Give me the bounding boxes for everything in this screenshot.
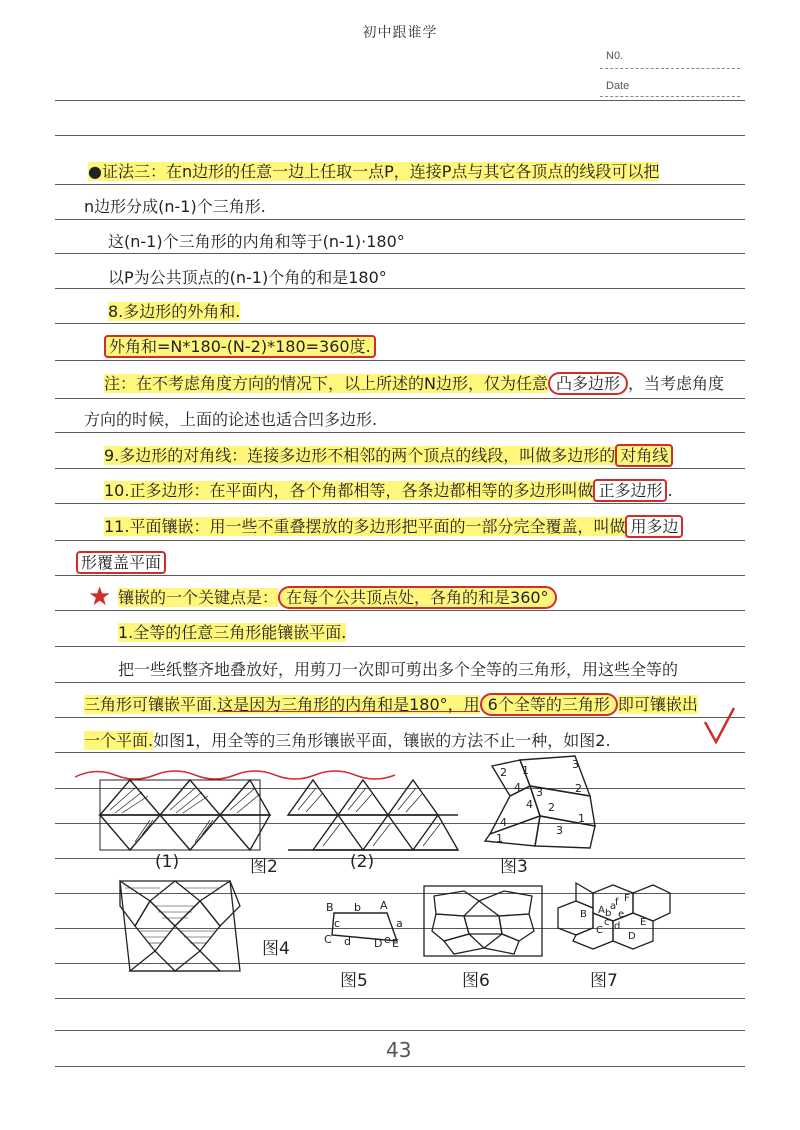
fig5-letter: A	[380, 899, 388, 912]
rule-line	[55, 100, 745, 101]
fig7-letter: b	[605, 908, 612, 919]
figure-6-pentagon-tiling	[424, 886, 544, 956]
fig3-num: 3	[556, 824, 563, 837]
text-span: 外角和=N*180-(N-2)*180=360度.	[104, 335, 376, 358]
rule-line	[55, 610, 745, 611]
rule-line	[55, 135, 745, 136]
fig7-letter: F	[624, 893, 630, 904]
rule-line	[55, 998, 745, 999]
date-dotted-line	[600, 96, 740, 97]
fig7-letter: B	[580, 909, 587, 920]
figure-2-label: 图2	[250, 857, 278, 877]
proof-method-three	[88, 162, 659, 182]
text-span: ●证法三：在n边形的任意一边上任取一点P，连接P点与其它各顶点的线段可以把	[88, 162, 660, 181]
text-span: 正多边形	[593, 479, 667, 502]
text-span: 镶嵌的一个关键点是：	[118, 588, 279, 607]
fig5-letter: D	[374, 937, 383, 950]
checkmark-icon	[700, 700, 740, 750]
figure-4-parallelogram-tiling	[120, 876, 245, 976]
fig3-num: 3	[536, 786, 543, 799]
fig3-num: 1	[522, 764, 529, 777]
rule-line	[55, 253, 745, 254]
figure-4-label: 图4	[262, 939, 290, 959]
text-span: 10.正多边形：在平面内，各个角都相等，各条边都相等的多边形叫做	[104, 481, 594, 500]
text-span: 在每个公共顶点处，各角的和是360°	[278, 586, 557, 609]
rule-line	[55, 184, 745, 185]
rule-line	[55, 682, 745, 683]
figure-1-label: (1)	[155, 852, 180, 872]
fig7-letter: C	[596, 925, 603, 936]
exterior-angle-formula	[104, 337, 376, 357]
rule-line	[55, 1066, 745, 1067]
fig7-letter: d	[614, 921, 621, 932]
rule-line	[55, 360, 745, 361]
text-span: 8.多边形的外角和.	[108, 302, 241, 321]
fig3-num: 2	[548, 801, 555, 814]
text-line: n边形分成(n-1)个三角形.	[84, 197, 266, 216]
figure-3-quadrilateral-tiling	[480, 756, 600, 856]
fig5-letter: b	[354, 901, 361, 914]
rule-line	[55, 503, 745, 504]
text-span: 这是因为三角形的内角和是180°，用	[217, 695, 480, 714]
text-span: 三角形可镶嵌平面.	[84, 695, 218, 714]
fig3-num: 4	[500, 816, 507, 829]
note-line: 注：在不考虑角度方向的情况下，以上所述的N边形，仅为任意 凸多边形 ，当考虑角度	[104, 374, 725, 393]
fig3-num: 2	[575, 782, 582, 795]
text-line	[76, 553, 166, 573]
text-line	[84, 695, 698, 715]
fig3-num: 4	[514, 781, 521, 794]
text-line: 以P为公共顶点的(n-1)个角的和是180°	[108, 268, 387, 287]
rule-line	[55, 646, 745, 647]
fig3-num: 1	[578, 812, 585, 825]
text-line	[118, 623, 346, 643]
text-line: 把一些纸整齐地叠放好，用剪刀一次即可剪出多个全等的三角形，用这些全等的	[118, 660, 679, 679]
rule-line	[55, 468, 745, 469]
fig3-num: 1	[496, 832, 503, 845]
text-span: 如图1，用全等的三角形镶嵌平面，镶嵌的方法不止一种，如图2.	[153, 731, 611, 750]
rule-line	[55, 219, 745, 220]
rule-line	[55, 323, 745, 324]
text-span: 一个平面.	[84, 731, 154, 750]
page-number: 43	[386, 1038, 412, 1062]
tiling-definition	[104, 517, 683, 537]
text-span: 1.全等的任意三角形能镶嵌平面.	[118, 623, 347, 642]
rule-line	[55, 575, 745, 576]
figure-7-hexagon-tiling	[558, 883, 673, 958]
rule-line	[55, 288, 745, 289]
text-span: 形覆盖平面	[76, 551, 166, 574]
text-line	[84, 731, 611, 751]
text-span: 6个全等的三角形	[480, 693, 618, 716]
fig7-letter: E	[640, 917, 647, 928]
figure-6-label: 图6	[462, 971, 490, 991]
text-line: 这(n-1)个三角形的内角和等于(n-1)·180°	[108, 232, 405, 251]
fig3-num: 2	[500, 766, 507, 779]
text-span: 当考虑角度	[644, 374, 725, 393]
figure-3-label: 图3	[500, 857, 528, 877]
section-heading-exterior-angles	[108, 302, 240, 322]
text-span: 对角线	[615, 444, 673, 467]
figure-2-triangle-tiling	[288, 780, 458, 850]
rule-line	[55, 540, 745, 541]
diagonal-definition	[104, 446, 673, 466]
tiling-key-point	[118, 588, 557, 608]
rule-line	[55, 432, 745, 433]
text-span: 凸多边形	[548, 372, 628, 395]
fig3-num: 4	[526, 798, 533, 811]
fig7-letter: e	[618, 909, 625, 920]
fig5-letter: E	[392, 937, 399, 950]
fig7-letter: a	[610, 901, 617, 912]
page-header-title: 初中跟谁学	[362, 25, 438, 41]
figure-5-label: 图5	[340, 971, 368, 991]
figure-1-triangle-tiling	[100, 780, 270, 850]
figure-5-pentagon	[322, 893, 412, 953]
text-span: 11.平面镶嵌：用一些不重叠摆放的多边形把平面的一部分完全覆盖，叫做	[104, 517, 626, 536]
rule-line	[55, 717, 745, 718]
fig7-letter: f	[615, 897, 619, 908]
text-span: 注：在不考虑角度方向的情况下，以上所述的N边形，仅为任意	[104, 374, 548, 393]
figure-2b-label: (2)	[350, 852, 375, 872]
no-label: N0.	[606, 50, 624, 62]
text-span: 用多边	[625, 515, 683, 538]
fig5-letter: e	[384, 933, 391, 946]
fig7-letter: D	[628, 931, 636, 942]
fig7-letter: A	[598, 905, 605, 916]
text-line: 方向的时候，上面的论述也适合凹多边形.	[84, 410, 378, 429]
star-icon: ★	[88, 582, 112, 612]
no-dotted-line	[600, 68, 740, 69]
text-span: 9.多边形的对角线：连接多边形不相邻的两个顶点的线段，叫做多边形的	[104, 446, 616, 465]
fig3-num: 3	[572, 758, 579, 771]
date-label: Date	[606, 80, 630, 92]
fig5-letter: C	[324, 933, 332, 946]
text-span: 即可镶嵌出	[617, 695, 698, 714]
fig7-letter: c	[604, 917, 610, 928]
rule-line	[55, 398, 745, 399]
fig5-letter: B	[326, 901, 334, 914]
fig5-letter: a	[396, 917, 403, 930]
rule-line	[55, 752, 745, 753]
rule-line	[55, 1030, 745, 1031]
figure-7-label: 图7	[590, 971, 618, 991]
fig5-letter: c	[334, 917, 341, 930]
fig5-letter: d	[344, 935, 351, 948]
regular-polygon-definition: 10.正多边形：在平面内，各个角都相等，各条边都相等的多边形叫做 正多边形 .	[104, 481, 673, 500]
